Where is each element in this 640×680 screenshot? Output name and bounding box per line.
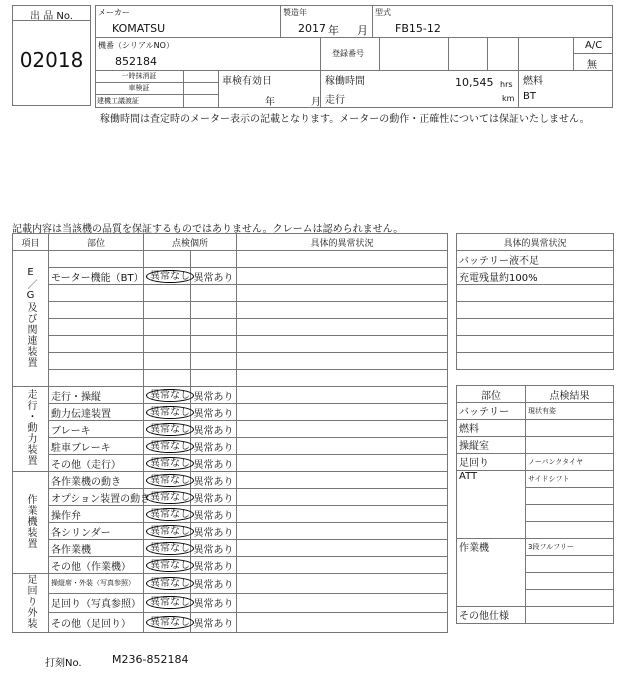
ng-cell[interactable]	[191, 593, 237, 613]
ok-cell[interactable]	[144, 353, 191, 370]
details-cell[interactable]	[237, 353, 448, 370]
ng-cell[interactable]	[191, 421, 237, 438]
ng-cell[interactable]	[191, 557, 237, 574]
result-part: 足回り	[457, 454, 526, 471]
result-part: 操縦室	[457, 437, 526, 454]
inspection-table	[12, 233, 448, 633]
result-value	[526, 573, 614, 590]
anomaly-row	[457, 268, 614, 285]
inspection-row	[13, 506, 448, 523]
part-name: 各シリンダー	[49, 523, 144, 540]
ok-circled: 異常なし	[146, 423, 194, 436]
ng-cell[interactable]	[191, 370, 237, 387]
ok-circled: 異常なし	[146, 542, 194, 555]
cert-temp-deregistration: 一時抹消証	[121, 72, 157, 80]
ng-label: 異常あり	[193, 476, 234, 488]
ok-circled: 異常なし	[146, 508, 194, 521]
result-value	[526, 420, 614, 437]
inspection-row	[13, 404, 448, 421]
maker-label: メーカー	[98, 8, 130, 17]
anomaly-header: 具体的異常状況	[457, 234, 614, 251]
hours-value: 10,545	[455, 76, 494, 89]
quality-disclaimer: 記載内容は当該機の品質を保証するものではありません。クレームは認められません。	[12, 224, 404, 235]
section-label	[13, 251, 49, 387]
part-name: ブレーキ	[49, 421, 144, 438]
part-name	[49, 336, 144, 353]
result-part: その他仕様	[457, 607, 526, 624]
anomaly-row	[457, 302, 614, 319]
ng-cell[interactable]	[191, 574, 237, 594]
ok-circled: 異常なし	[146, 389, 194, 402]
ok-circled: 異常なし	[146, 270, 194, 283]
travel-label: 走行	[325, 95, 345, 106]
ok-cell[interactable]	[144, 574, 191, 594]
ok-circled: 異常なし	[146, 616, 194, 629]
inspection-row	[13, 523, 448, 540]
ng-cell[interactable]	[191, 268, 237, 285]
ok-cell[interactable]	[144, 438, 191, 455]
part-name: 各作業機	[49, 540, 144, 557]
model-value: FB15-12	[395, 22, 441, 35]
results-row	[457, 437, 614, 454]
result-value: 3段フルフリー	[526, 539, 614, 556]
details-cell[interactable]	[237, 455, 448, 472]
results-row	[457, 420, 614, 437]
part-name	[49, 319, 144, 336]
header-check-point: 点検個所	[144, 234, 237, 251]
details-cell[interactable]	[237, 387, 448, 404]
inspection-month-unit: 月	[311, 97, 321, 108]
details-cell[interactable]	[237, 319, 448, 336]
ok-circled: 異常なし	[146, 525, 194, 538]
year-unit: 年	[328, 24, 339, 37]
inspection-row	[13, 370, 448, 387]
inspection-header-row	[13, 234, 448, 251]
model-label: 型式	[375, 8, 391, 17]
ng-cell[interactable]	[191, 455, 237, 472]
serial-value: 852184	[115, 55, 157, 68]
details-cell[interactable]	[237, 506, 448, 523]
details-cell[interactable]	[237, 438, 448, 455]
inspection-date-label: 車検有効日	[222, 76, 272, 87]
part-name: 操作弁	[49, 506, 144, 523]
inspection-row	[13, 353, 448, 370]
ok-cell[interactable]	[144, 489, 191, 506]
result-value: 現状有姿	[526, 403, 614, 420]
inspection-row	[13, 285, 448, 302]
ng-cell[interactable]	[191, 302, 237, 319]
part-name: 操縦席・外装（写真参照）	[49, 574, 144, 594]
reg-label: 登録番号	[332, 49, 364, 58]
ng-cell[interactable]	[191, 540, 237, 557]
ng-cell[interactable]	[191, 438, 237, 455]
inspection-row	[13, 251, 448, 268]
result-value	[526, 437, 614, 454]
travel-unit: km	[502, 94, 515, 103]
results-row	[457, 454, 614, 471]
section-label	[13, 387, 49, 472]
result-value: ノーパンクタイヤ	[526, 454, 614, 471]
header-part: 部位	[49, 234, 144, 251]
maker-value: KOMATSU	[112, 22, 166, 35]
anomaly-text: バッテリー液不足	[457, 251, 614, 268]
part-name: 走行・操縦	[49, 387, 144, 404]
ng-cell[interactable]	[191, 506, 237, 523]
ng-cell[interactable]	[191, 523, 237, 540]
cert-vehicle-inspection: 車検証	[128, 84, 150, 92]
section-label	[13, 574, 49, 633]
ac-label: A/C	[585, 40, 603, 51]
ng-cell[interactable]	[191, 353, 237, 370]
ok-circled: 異常なし	[146, 474, 194, 487]
anomaly-row	[457, 285, 614, 302]
part-name: モーター機能（BT）	[49, 268, 144, 285]
cert-transfer: 建機工議渡証	[97, 97, 139, 105]
details-cell[interactable]	[237, 472, 448, 489]
year-value: 2017	[298, 22, 326, 35]
part-name: 足回り（写真参照）	[49, 593, 144, 613]
ok-cell[interactable]	[144, 421, 191, 438]
ac-value: 無	[587, 60, 597, 71]
ng-cell[interactable]	[191, 251, 237, 268]
results-table	[456, 385, 614, 624]
hours-unit: hrs	[500, 80, 513, 89]
results-row	[457, 403, 614, 420]
inspection-row	[13, 438, 448, 455]
result-value	[526, 607, 614, 624]
ok-cell[interactable]	[144, 370, 191, 387]
results-header-part: 部位	[457, 386, 526, 403]
details-cell[interactable]	[237, 404, 448, 421]
stamp-label: 打刻No.	[45, 658, 82, 669]
inspection-row	[13, 557, 448, 574]
details-cell[interactable]	[237, 336, 448, 353]
ok-cell[interactable]	[144, 336, 191, 353]
anomaly-text	[457, 302, 614, 319]
ng-label: 異常あり	[193, 425, 234, 437]
anomaly-text	[457, 353, 614, 370]
anomaly-row	[457, 336, 614, 353]
inspection-row	[13, 387, 448, 404]
ok-cell[interactable]	[144, 523, 191, 540]
details-cell[interactable]	[237, 489, 448, 506]
ng-label: 異常あり	[193, 510, 234, 522]
month-unit: 月	[357, 24, 368, 37]
part-name: その他（作業機）	[49, 557, 144, 574]
ng-label: 異常あり	[193, 459, 234, 471]
anomaly-text	[457, 319, 614, 336]
results-row	[457, 471, 614, 488]
part-name	[49, 251, 144, 268]
ng-cell[interactable]	[191, 472, 237, 489]
inspection-row	[13, 268, 448, 285]
ok-cell[interactable]	[144, 540, 191, 557]
stamp-number: M236-852184	[112, 653, 189, 666]
ok-cell[interactable]	[144, 455, 191, 472]
inspection-row	[13, 574, 448, 594]
part-name	[49, 370, 144, 387]
details-cell[interactable]	[237, 268, 448, 285]
ok-circled: 異常なし	[146, 491, 194, 504]
ok-circled: 異常なし	[146, 457, 194, 470]
anomaly-text	[457, 285, 614, 302]
ng-cell[interactable]	[191, 336, 237, 353]
ng-cell[interactable]	[191, 404, 237, 421]
year-label: 製造年	[283, 8, 307, 17]
part-name: 駐車ブレーキ	[49, 438, 144, 455]
hours-label: 稼働時間	[325, 76, 365, 87]
result-part: ATT	[457, 471, 526, 539]
ok-circled: 異常なし	[146, 406, 194, 419]
lot-number: 02018	[19, 48, 84, 72]
ng-cell[interactable]	[191, 319, 237, 336]
inspection-row	[13, 613, 448, 633]
ok-cell[interactable]	[144, 472, 191, 489]
result-value	[526, 488, 614, 505]
ok-cell[interactable]	[144, 506, 191, 523]
ok-cell[interactable]	[144, 593, 191, 613]
details-cell[interactable]	[237, 251, 448, 268]
anomaly-row	[457, 353, 614, 370]
ok-circled: 異常なし	[146, 559, 194, 572]
part-name: 各作業機の動き	[49, 472, 144, 489]
ng-label: 異常あり	[193, 391, 234, 403]
inspection-row	[13, 302, 448, 319]
ng-label: 異常あり	[193, 272, 234, 284]
ng-cell[interactable]	[191, 285, 237, 302]
section-name: 足回り外装	[25, 574, 36, 629]
details-cell[interactable]	[237, 421, 448, 438]
ok-circled: 異常なし	[146, 440, 194, 453]
ok-cell[interactable]	[144, 319, 191, 336]
ok-cell[interactable]	[144, 404, 191, 421]
result-value	[526, 556, 614, 573]
header-item: 項目	[13, 234, 49, 251]
result-value	[526, 522, 614, 539]
section-name: E／G及び関連装置	[25, 266, 36, 368]
section-name: 作業機装置	[25, 493, 36, 549]
anomaly-row	[457, 319, 614, 336]
ok-cell[interactable]	[144, 302, 191, 319]
ok-circled: 異常なし	[146, 596, 194, 609]
anomaly-table	[456, 233, 614, 370]
ng-label: 異常あり	[193, 599, 234, 611]
fuel-label: 燃料	[523, 76, 543, 87]
details-cell[interactable]	[237, 370, 448, 387]
details-cell[interactable]	[237, 593, 448, 613]
inspection-row	[13, 472, 448, 489]
part-name: その他（走行）	[49, 455, 144, 472]
ok-cell[interactable]	[144, 285, 191, 302]
part-name	[49, 302, 144, 319]
ng-cell[interactable]	[191, 387, 237, 404]
ng-label: 異常あり	[193, 544, 234, 556]
inspection-row	[13, 593, 448, 613]
anomaly-text: 充電残量約100%	[457, 268, 614, 285]
meter-disclaimer: 稼働時間は査定時のメーター表示の記載となります。メーターの動作・正確性については保証いたしません。	[100, 114, 590, 125]
details-cell[interactable]	[237, 523, 448, 540]
inspection-row	[13, 319, 448, 336]
inspection-row	[13, 455, 448, 472]
header-details: 具体的異常状況	[237, 234, 448, 251]
result-value	[526, 505, 614, 522]
ok-cell[interactable]	[144, 613, 191, 633]
part-name: オプション装置の動き	[49, 489, 144, 506]
lot-label: 出 品 No.	[30, 11, 73, 22]
result-part: 燃料	[457, 420, 526, 437]
part-name	[49, 353, 144, 370]
part-name: 動力伝達装置	[49, 404, 144, 421]
details-cell[interactable]	[237, 302, 448, 319]
section-name: 走行・動力装置	[25, 389, 36, 466]
ng-label: 異常あり	[193, 527, 234, 539]
inspection-row	[13, 421, 448, 438]
section-label	[13, 472, 49, 574]
anomaly-text	[457, 336, 614, 353]
details-cell[interactable]	[237, 574, 448, 594]
part-name: その他（足回り）	[49, 613, 144, 633]
inspection-year-unit: 年	[265, 97, 275, 108]
results-header-result: 点検結果	[526, 386, 614, 403]
details-cell[interactable]	[237, 613, 448, 633]
fuel-value: BT	[523, 91, 536, 102]
serial-label: 機番（シリアルNO）	[98, 41, 174, 50]
anomaly-row	[457, 251, 614, 268]
ng-label: 異常あり	[193, 619, 234, 631]
ng-label: 異常あり	[193, 442, 234, 454]
ng-label: 異常あり	[193, 561, 234, 573]
ok-cell[interactable]	[144, 251, 191, 268]
ok-cell[interactable]	[144, 268, 191, 285]
result-part: バッテリー	[457, 403, 526, 420]
details-cell[interactable]	[237, 540, 448, 557]
result-value	[526, 590, 614, 607]
details-cell[interactable]	[237, 285, 448, 302]
ok-cell[interactable]	[144, 557, 191, 574]
part-name	[49, 285, 144, 302]
ok-cell[interactable]	[144, 387, 191, 404]
inspection-row	[13, 336, 448, 353]
ng-label: 異常あり	[193, 408, 234, 420]
result-value: サイドシフト	[526, 471, 614, 488]
results-row	[457, 607, 614, 624]
ok-circled: 異常なし	[146, 577, 194, 590]
result-part: 作業機	[457, 539, 526, 607]
ng-cell[interactable]	[191, 489, 237, 506]
details-cell[interactable]	[237, 557, 448, 574]
ng-label: 異常あり	[193, 579, 234, 591]
inspection-row	[13, 489, 448, 506]
results-row	[457, 539, 614, 556]
ng-label: 異常あり	[193, 493, 234, 505]
ng-cell[interactable]	[191, 613, 237, 633]
inspection-row	[13, 540, 448, 557]
